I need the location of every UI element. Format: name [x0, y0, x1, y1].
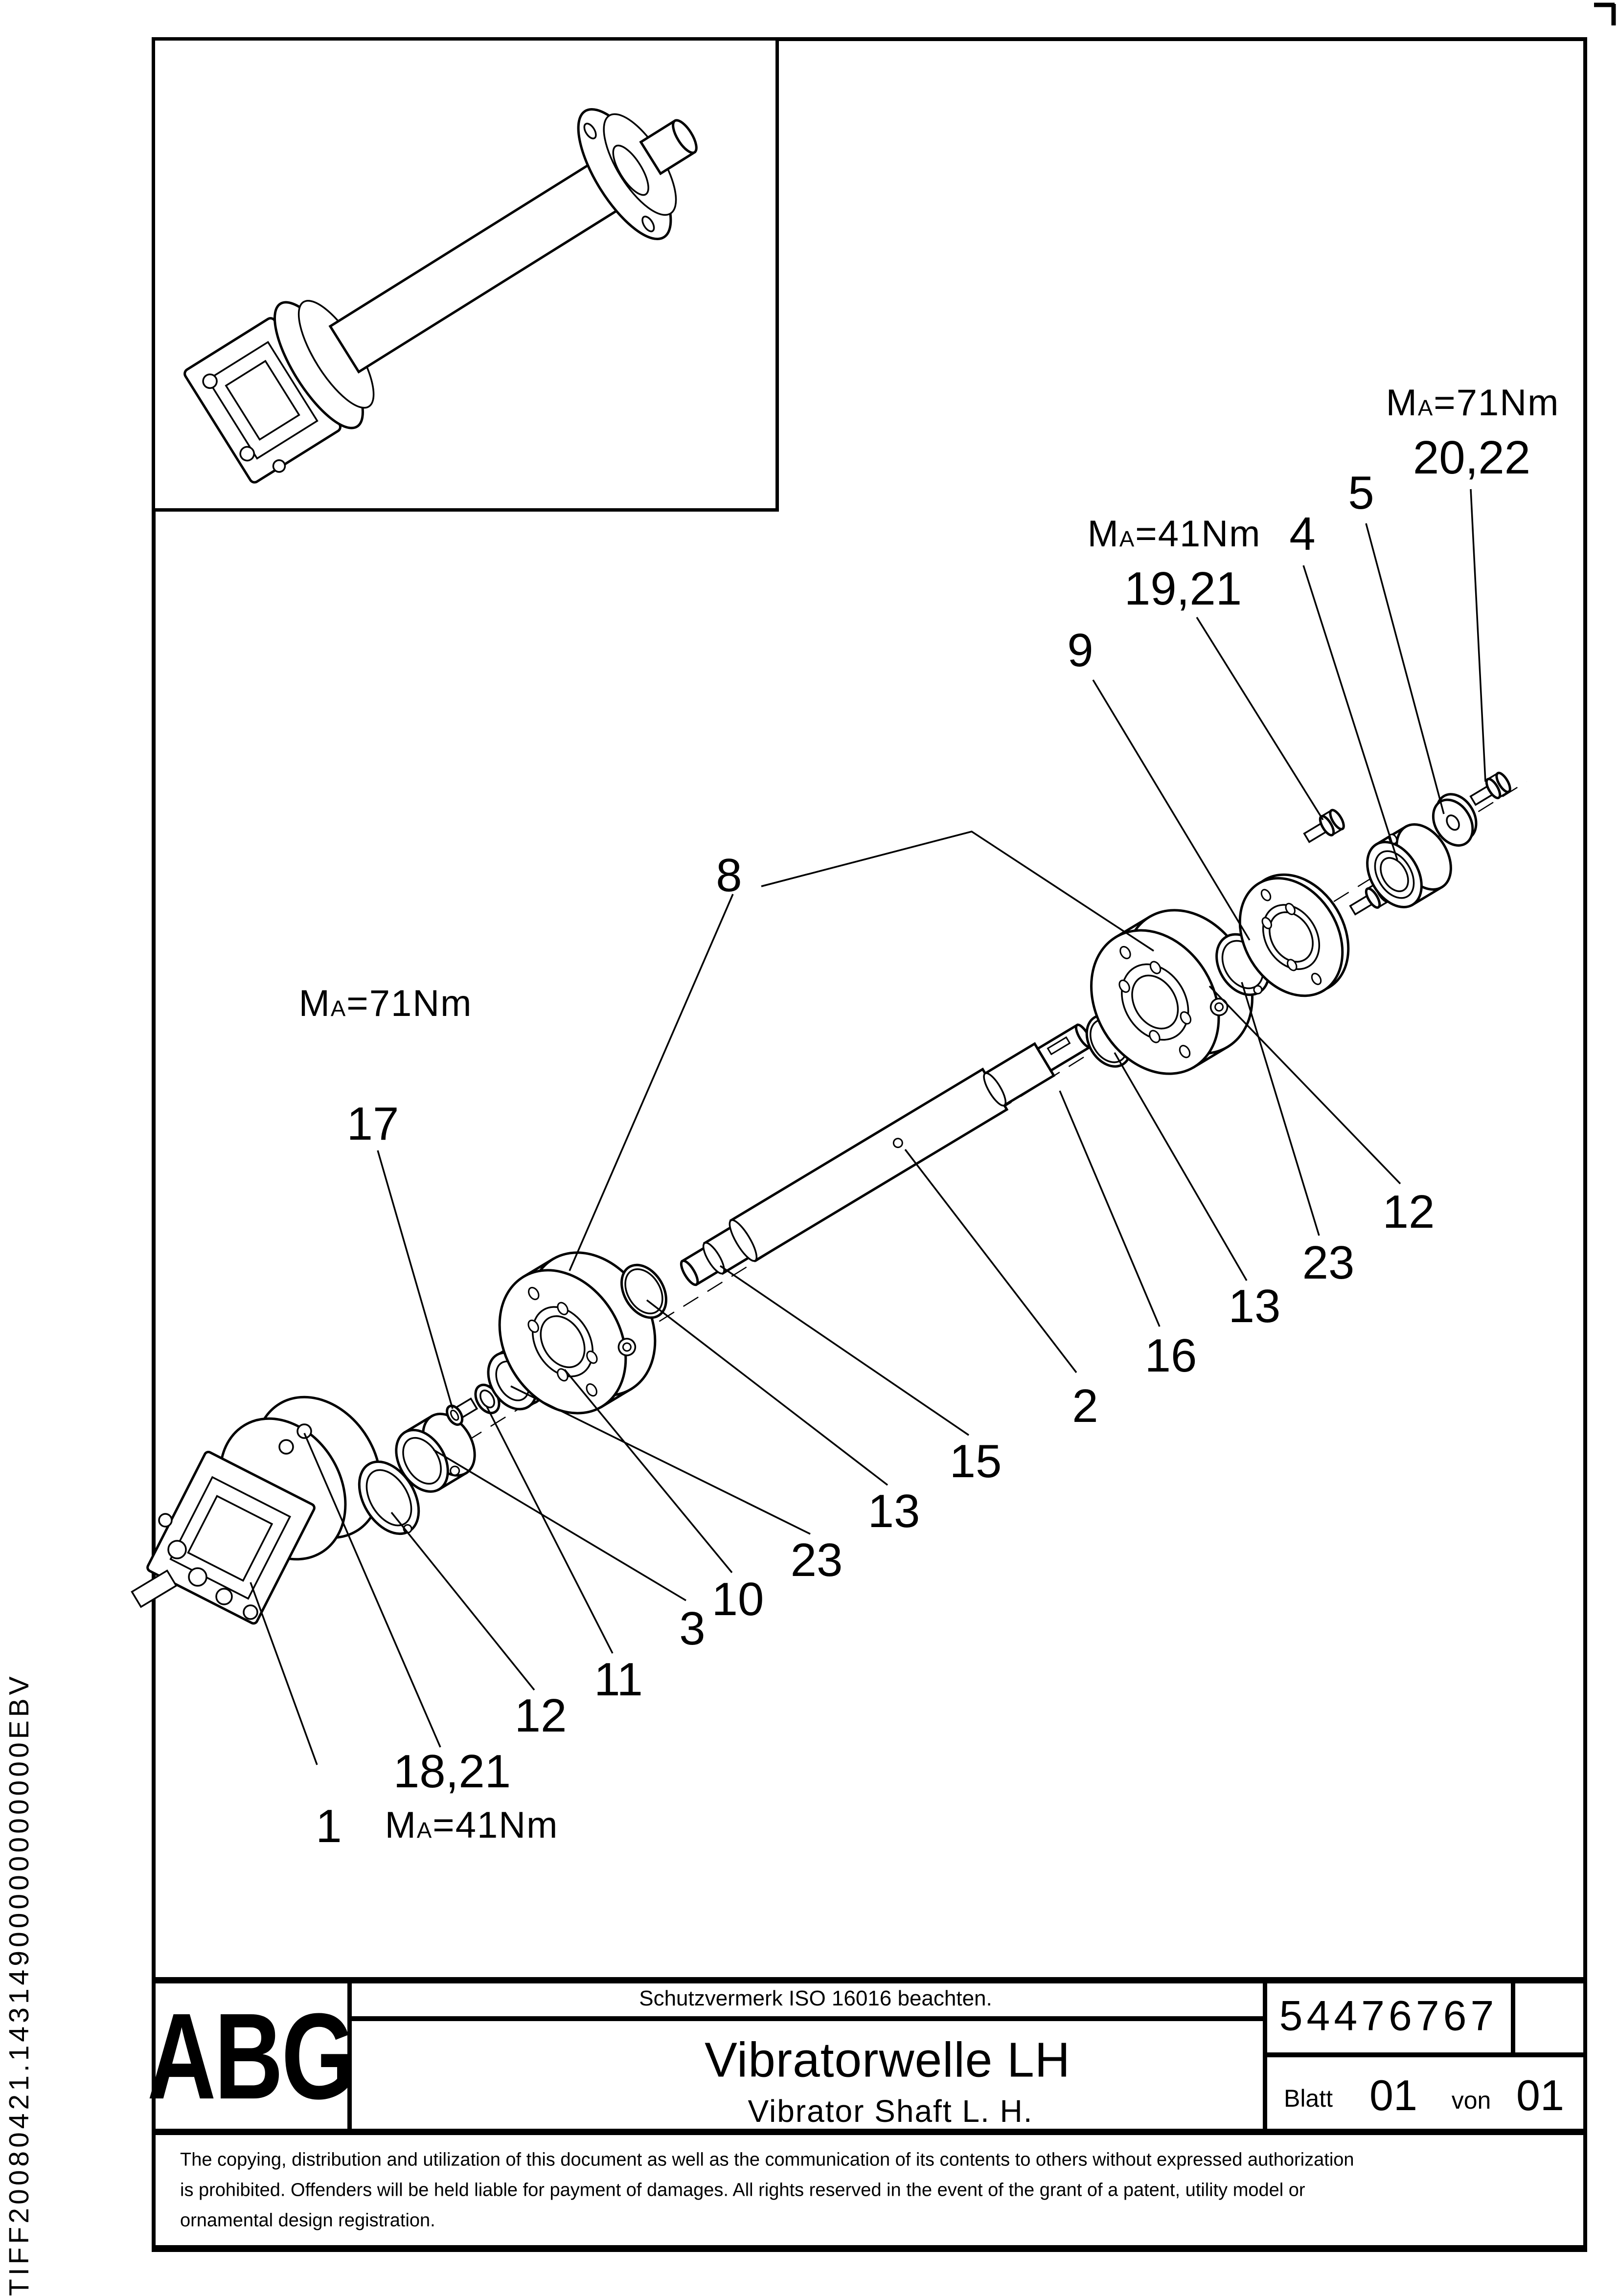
bolt-19-21-a: [1301, 808, 1346, 847]
torque-label: MA=71Nm: [298, 983, 473, 1024]
part-label-10: 10: [711, 1573, 764, 1625]
part-label-12: 12: [514, 1689, 567, 1742]
right-column-divider: [1263, 1977, 1267, 2135]
legal-text-line2: is prohibited. Offenders will be held liable for payment of damages. All rights reserved in the event of the grant of a patent, utility model or: [180, 2180, 1305, 2201]
part-label-23: 23: [790, 1534, 843, 1586]
drawing-title-german: Vibratorwelle LH: [705, 2032, 1071, 2088]
vibrator-shaft: [673, 1013, 1099, 1295]
sheet-label: Blatt: [1283, 2085, 1333, 2112]
part-label-11: 11: [594, 1653, 643, 1706]
part-label-5: 5: [1348, 467, 1374, 519]
drawing-title-english: Vibrator Shaft L. H.: [748, 2093, 1033, 2129]
protection-note: Schutzvermerk ISO 16016 beachten.: [639, 1986, 992, 2010]
part-label-3: 3: [679, 1602, 706, 1655]
torque-subscript: A: [330, 996, 347, 1021]
part-label-1: 1: [316, 1800, 342, 1852]
abg-logo: ABG: [147, 1987, 354, 2125]
part-label-13: 13: [1228, 1280, 1281, 1332]
sidebar-document-code: TIFF20080421.14314900000000000EBV: [3, 1673, 35, 2296]
torque-label: MA=41Nm: [385, 1804, 559, 1846]
legal-top-rule: [152, 2129, 1587, 2135]
document-number: 54476767: [1279, 1992, 1498, 2040]
part-label-17: 17: [346, 1098, 399, 1150]
titleblock-mid-rule: [347, 2016, 1267, 2021]
legal-text-line3: ornamental design registration.: [180, 2210, 435, 2231]
part-label-2: 2: [1072, 1380, 1098, 1432]
assembled-shaft-inset: [179, 69, 730, 491]
part-label-20-22: 20,22: [1413, 431, 1531, 484]
part-label-12: 12: [1382, 1186, 1435, 1238]
titleblock-top-rule: [152, 1977, 1587, 1983]
part-label-15: 15: [949, 1435, 1002, 1487]
part-label-13: 13: [867, 1485, 920, 1537]
sheet-number: 01: [1369, 2071, 1417, 2119]
part-label-18-21: 18,21: [393, 1745, 511, 1798]
torque-subscript: A: [416, 1818, 433, 1843]
part-label-4: 4: [1289, 508, 1316, 560]
part-label-16: 16: [1144, 1329, 1197, 1382]
part-label-8: 8: [716, 849, 742, 901]
part-label-19-21: 19,21: [1124, 563, 1242, 615]
docnumber-bottom-rule: [1263, 2052, 1587, 2057]
torque-label: MA=71Nm: [1386, 382, 1560, 424]
sheet-total: 01: [1516, 2071, 1564, 2119]
sheet-of-label: von: [1451, 2087, 1491, 2114]
torque-subscript: A: [1119, 526, 1136, 551]
part-label-9: 9: [1067, 624, 1094, 676]
part-label-23: 23: [1302, 1237, 1355, 1289]
legal-text-line1: The copying, distribution and utilization of this document as well as the communication of its contents to others without expressed authorization: [180, 2149, 1354, 2170]
torque-label: MA=41Nm: [1087, 513, 1261, 555]
torque-subscript: A: [1417, 395, 1434, 420]
docnumber-cell-divider: [1511, 1977, 1515, 2057]
leader-lines: [251, 489, 1485, 1765]
